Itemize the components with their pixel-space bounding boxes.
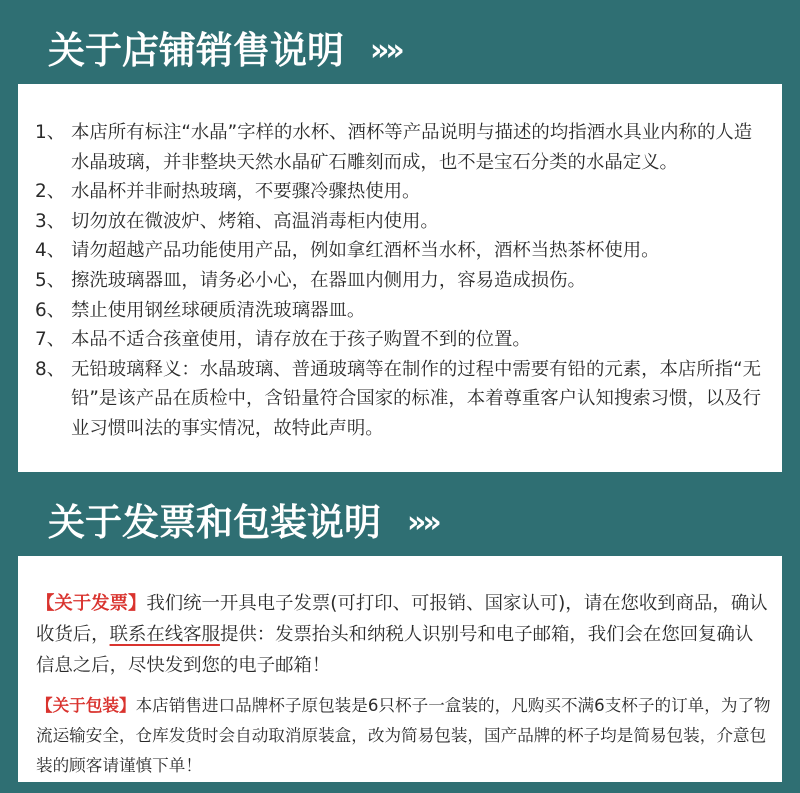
invoice-text-before: 我们统一开具电子发票(可打印、可报销、国家认可)，请在您收到商品，确认收货后， [36,593,768,645]
list-item [35,266,770,296]
list-item [35,177,770,207]
list-item [35,207,770,237]
invoice-packaging-banner [18,492,800,556]
list-item [35,296,770,326]
store-sales-title: 关于店铺销售说明 [48,29,344,72]
list-item-text: 本店所有标注“水晶”字样的水杯、酒杯等产品说明与描述的均指酒水具业内称的人造水晶玻璃，并非整块天然水晶矿石雕刻而成，也不是宝石分类的水晶定义。 [71,122,753,173]
list-item-text: 水晶杯并非耐热玻璃，不要骤冷骤热使用。 [71,181,421,203]
list-item-text: 无铅玻璃释义：水晶玻璃、普通玻璃等在制作的过程中需要有铅的元素，本店所指“无铅”是该产品在质检中，含铅量符合国家的标准，本着尊重客户认知搜索习惯，以及行业习惯叫法的事实情况，故特此声明。 [71,358,761,439]
store-sales-panel [18,22,782,472]
double-chevron-right-icon: »» [407,505,438,540]
store-sales-banner [18,22,800,84]
list-item-number: 5、 [35,269,66,291]
list-item-number: 7、 [35,329,66,351]
invoice-packaging-notes [36,588,771,791]
list-item-number: 2、 [35,181,66,203]
list-item [35,236,770,266]
list-item [35,325,770,355]
list-item-text: 擦洗玻璃器皿，请务必小心，在器皿内侧用力，容易造成损伤。 [71,269,586,291]
contact-support-text: 联系在线客服 [109,624,220,645]
invoice-packaging-title: 关于发票和包装说明 [48,501,381,544]
list-item [35,118,770,177]
list-item-text: 本品不适合孩童使用，请存放在于孩子购置不到的位置。 [71,329,531,351]
list-item-number: 3、 [35,210,66,232]
store-sales-list [35,118,770,444]
packaging-tag: 【关于包装】 [36,696,136,715]
list-item-number: 4、 [35,240,66,262]
list-item-number: 8、 [35,358,66,380]
invoice-packaging-panel [18,492,782,782]
list-item-text: 请勿超越产品功能使用产品，例如拿红酒杯当水杯，酒杯当热茶杯使用。 [71,240,660,262]
invoice-tag: 【关于发票】 [36,593,147,614]
list-item [35,355,770,444]
invoice-text-after: 提供：发票抬头和纳税人识别号和电子邮箱，我们会在您回复确认信息之后，尽快发到您的电子邮箱！ [36,624,754,676]
list-item-text: 禁止使用钢丝球硬质清洗玻璃器皿。 [71,299,366,321]
invoice-note [36,588,771,681]
packaging-text: 本店销售进口品牌杯子原包装是6只杯子一盒装的，凡购买不满6支杯子的订单，为了物流运输安全，仓库发货时会自动取消原装盒，改为简易包装，国产品牌的杯子均是简易包装，介意包装的顾客请谨慎下单！ [36,696,771,775]
list-item-number: 1、 [35,122,66,143]
list-item-text: 切勿放在微波炉、烤箱、高温消毒柜内使用。 [71,210,439,232]
list-item-number: 6、 [35,299,66,321]
double-chevron-right-icon: »» [370,33,401,68]
packaging-note [36,691,771,781]
